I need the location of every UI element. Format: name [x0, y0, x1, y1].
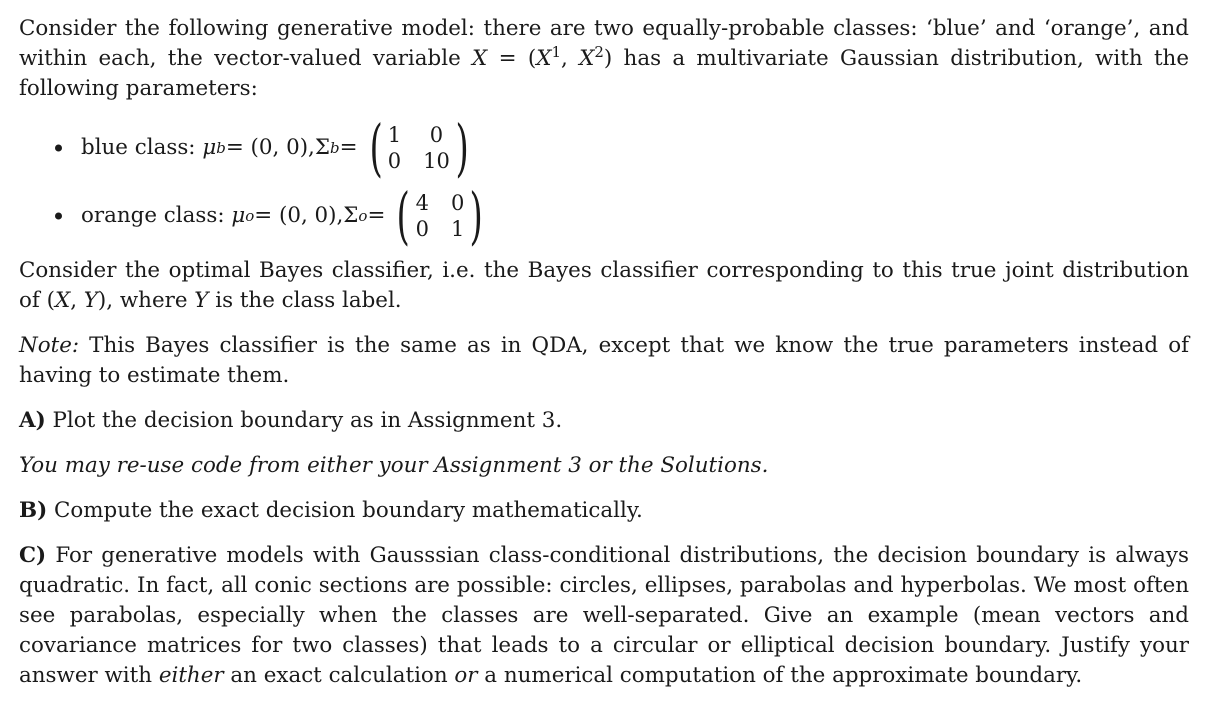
matrix-cell: 0 [387, 149, 402, 173]
bayes-text-3: is the class label. [208, 288, 402, 313]
matrix-cell: 10 [423, 149, 450, 173]
mu-symbol: μ [202, 135, 217, 160]
intro-text-1: Consider the following generative model: there are two equally-probable classes: ‘blue’ and ‘orange’, and within each, the vector-valued variable [19, 16, 1189, 71]
blue-class-label: blue class: [81, 135, 196, 160]
orange-class-label: orange class: [81, 203, 225, 228]
sigma-equals: = [367, 203, 386, 228]
bayes-text-1: Consider the optimal Bayes classifier, i.e. the Bayes classifier corresponding to this true joint distribution of ( [19, 258, 1189, 313]
sigma-symbol: Σ [314, 135, 330, 160]
blue-covariance-matrix [364, 111, 475, 184]
matrix-cell: 0 [450, 191, 465, 215]
bayes-text-2: ), where [97, 288, 195, 313]
part-c-text-2: an exact calculation [223, 663, 455, 688]
right-paren: ) [455, 111, 469, 184]
x2-symbol: X [579, 46, 595, 71]
left-paren: ( [368, 111, 383, 184]
sigma-symbol: Σ [343, 203, 359, 228]
part-c-text-1: For generative models with Gausssian class-conditional distributions, the decision boundary is always quadratic. In fact, all conic sections are possible: circles, ellipses, parabolas and hyperbolas. We most often see parabolas, especially when the classes are well-separated. Give an example (mean vectors and covariance matrices for two classes) that leads to a circular or elliptical decision boundary. Justify your answer with [19, 543, 1189, 688]
sigma-equals: = [339, 135, 358, 160]
part-a-hint: You may re-use code from either your Assignment 3 or the Solutions. [19, 453, 769, 478]
matrix-cell: 4 [415, 191, 429, 215]
part-c-question [19, 541, 1189, 691]
bullet-icon [55, 145, 62, 152]
part-a-text: Plot the decision boundary as in Assignment 3. [45, 408, 563, 433]
orange-class-item: orange class: μ o = (0, 0), Σ o = ( 4 0 0 1 ) [19, 186, 1189, 246]
note-label: Note: [19, 333, 80, 358]
var-x: X [472, 46, 488, 71]
matrix-grid [388, 122, 450, 174]
matrix-cell: 0 [429, 123, 444, 147]
matrix-cell: 0 [415, 217, 429, 241]
tuple-comma: , [560, 46, 580, 71]
matrix-cell: 1 [387, 123, 402, 147]
note-text: This Bayes classifier is the same as in QDA, except that we know the true parameters instead of having to estimate them. [19, 333, 1189, 388]
orange-mean-value: = (0, 0), [254, 203, 344, 228]
blue-class-item: blue class: μ b = (0, 0), Σ b = ( 1 0 0 10 ) [19, 118, 1189, 178]
part-a-question [19, 406, 1189, 436]
intro-text-2: has a multivariate Gaussian distribution, with the following parameters: [19, 46, 1189, 101]
pair-comma: , [70, 288, 84, 313]
part-b-label: B) [19, 498, 48, 523]
bayes-paragraph [19, 256, 1189, 316]
mu-symbol: μ [231, 203, 246, 228]
part-b-question [19, 496, 1189, 526]
left-paren: ( [396, 179, 411, 252]
x2-superscript: 2 [594, 42, 604, 61]
note-paragraph [19, 331, 1189, 391]
bullet-icon [55, 213, 62, 220]
x1-superscript: 1 [551, 42, 561, 61]
part-a-label: A) [19, 408, 46, 433]
part-c-label: C) [19, 543, 47, 568]
right-paren: ) [469, 179, 484, 252]
tuple-close: ) [603, 46, 613, 71]
var-x: X [54, 288, 71, 313]
part-c-text-3: a numerical computation of the approximate boundary. [477, 663, 1083, 688]
var-y: Y [194, 288, 209, 313]
matrix-cell: 1 [450, 217, 465, 241]
blue-mean-value: = (0, 0), [225, 135, 315, 160]
var-y: Y [83, 288, 98, 313]
or-emphasis: or [454, 663, 478, 688]
x1-symbol: X [536, 46, 552, 71]
either-emphasis: either [158, 663, 224, 688]
matrix-grid [416, 190, 465, 242]
orange-covariance-matrix [391, 179, 488, 252]
intro-paragraph [19, 14, 1189, 104]
equals-sign: = ( [487, 46, 537, 71]
class-parameter-list [19, 111, 1189, 252]
part-b-text: Compute the exact decision boundary mathematically. [47, 498, 643, 523]
